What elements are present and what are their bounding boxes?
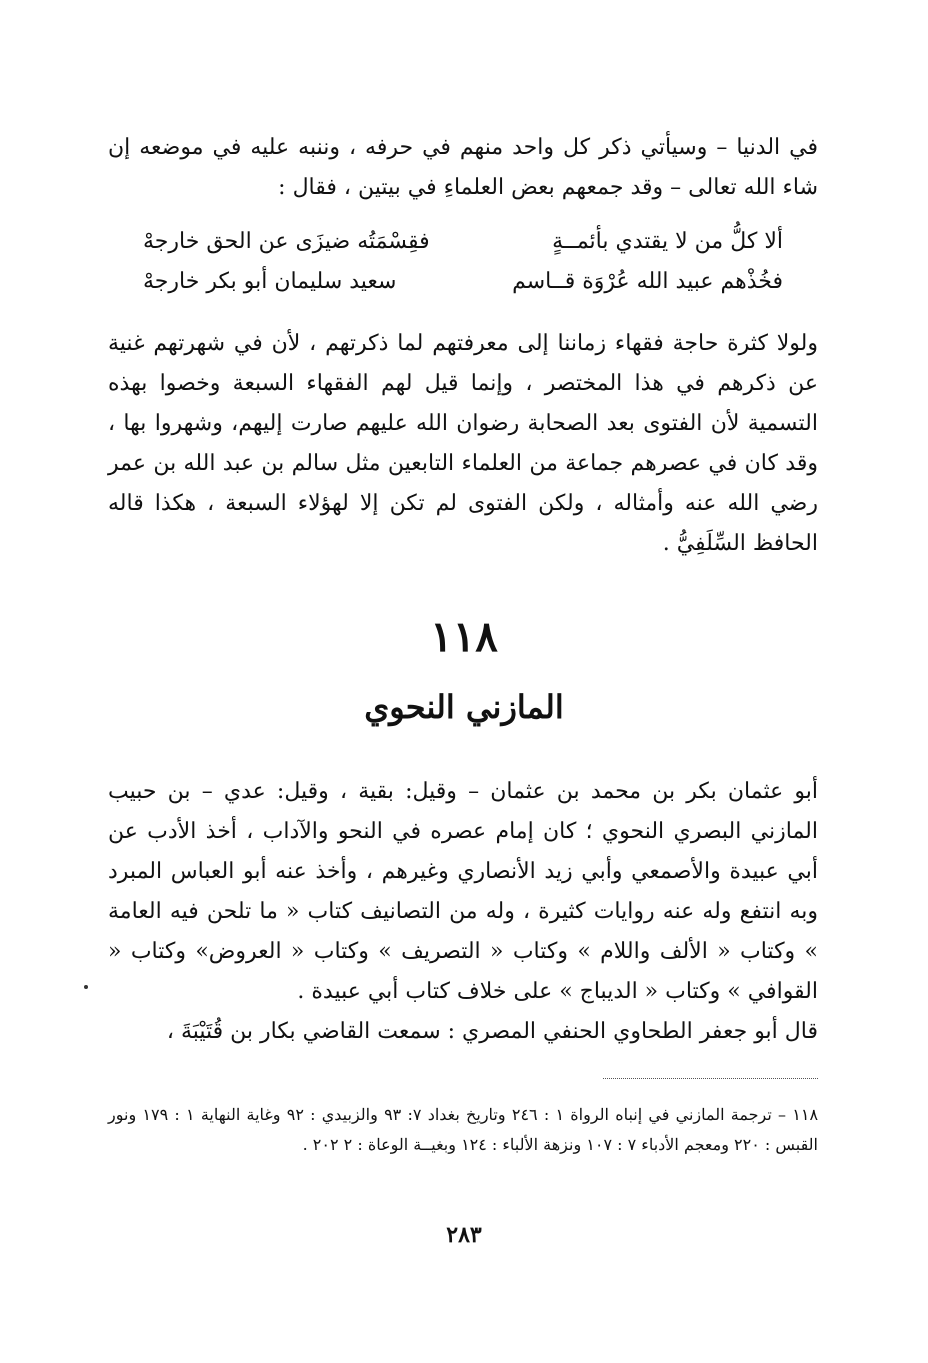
poem-hemistich-right: ألا كلُّ من لا يقتدي بأئمــةٍ [552,229,783,254]
paragraph-middle: ولولا كثرة حاجة فقهاء زماننا إلى معرفتهم لما ذكرتهم ، لأن في شهرتهم غنية عن ذكرهم في هذا المختصر ، وإنما قيل لهم الفقهاء السبعة وخصوا بهذه التسمية لأن الفتوى بعد الصحابة رضوان الله عليهم صارت إليهم، وشهروا بها ، وقد كان في عصرهم جماعة من العلماء التابعين مثل سالم بن عبد الله بن عمر رضي الله عنه وأمثاله ، ولكن الفتوى لم تكن إلا لهؤلاء السبعة ، هكذا قاله الحافظ السِّلَفِيُّ . [108,331,818,556]
poem-hemistich-right: فخُذْهم عبيد الله عُرْوَة قــاسم [512,269,783,294]
entry-number: ١١٨ [430,612,498,661]
poem-line [143,262,783,302]
poem-line [143,222,783,262]
entry-title: المازني النحوي [364,688,564,726]
poem-hemistich-left: سعيد سليمان أبو بكر خارجهْ [143,269,397,294]
poem [143,222,783,302]
page-number: ٢٨٣ [446,1222,482,1248]
biography [108,772,818,1052]
footnote: ١١٨ – ترجمة المازني في إنباه الرواة ١ : ٢٤٦ وتاريخ بغداد ٧: ٩٣ والزبيدي : ٩٢ وغاية النهاية ١ : ١٧٩ ونور القبس : ٢٢٠ ومعجم الأدباء ٧ : ١٠٧ ونزهة الألباء : ١٢٤ وبغيــة الوعاة : ٢ ٢٠٢ . [108,1105,819,1154]
poem-hemistich-left: فقِسْمَتُه ضيزَى عن الحق خارجهْ [143,229,430,254]
footnote-divider [603,1078,818,1079]
biography-paragraph-continued: قال أبو جعفر الطحاوي الحنفي المصري : سمعت القاضي بكار بن قُتَيْبَةَ ، [166,1019,818,1044]
paragraph-top: في الدنيا – وسيأتي ذكر كل واحد منهم في حرفه ، وننبه عليه في موضعه إن شاء الله تعالى – وقد جمعهم بعض العلماءِ في بيتين ، فقال : [108,135,818,200]
biography-paragraph: أبو عثمان بكر بن محمد بن عثمان – وقيل: بقية ، وقيل: عدي – بن حبيب المازني البصري النحوي ؛ كان إمام عصره في النحو والآداب ، أخذ الأدب عن أبي عبيدة والأصمعي وأبي زيد الأنصاري وغيرهم ، وأخذ عنه أبو العباس المبرد وبه انتفع وله عنه روايات كثيرة ، وله من التصانيف كتاب « ما تلحن فيه العامة » وكتاب « الألف واللام » وكتاب « التصريف » وكتاب « العروض» وكتاب « القوافي » وكتاب « الديباج » على خلاف كتاب أبي عبيدة . [108,779,818,1004]
stray-mark [84,985,88,989]
